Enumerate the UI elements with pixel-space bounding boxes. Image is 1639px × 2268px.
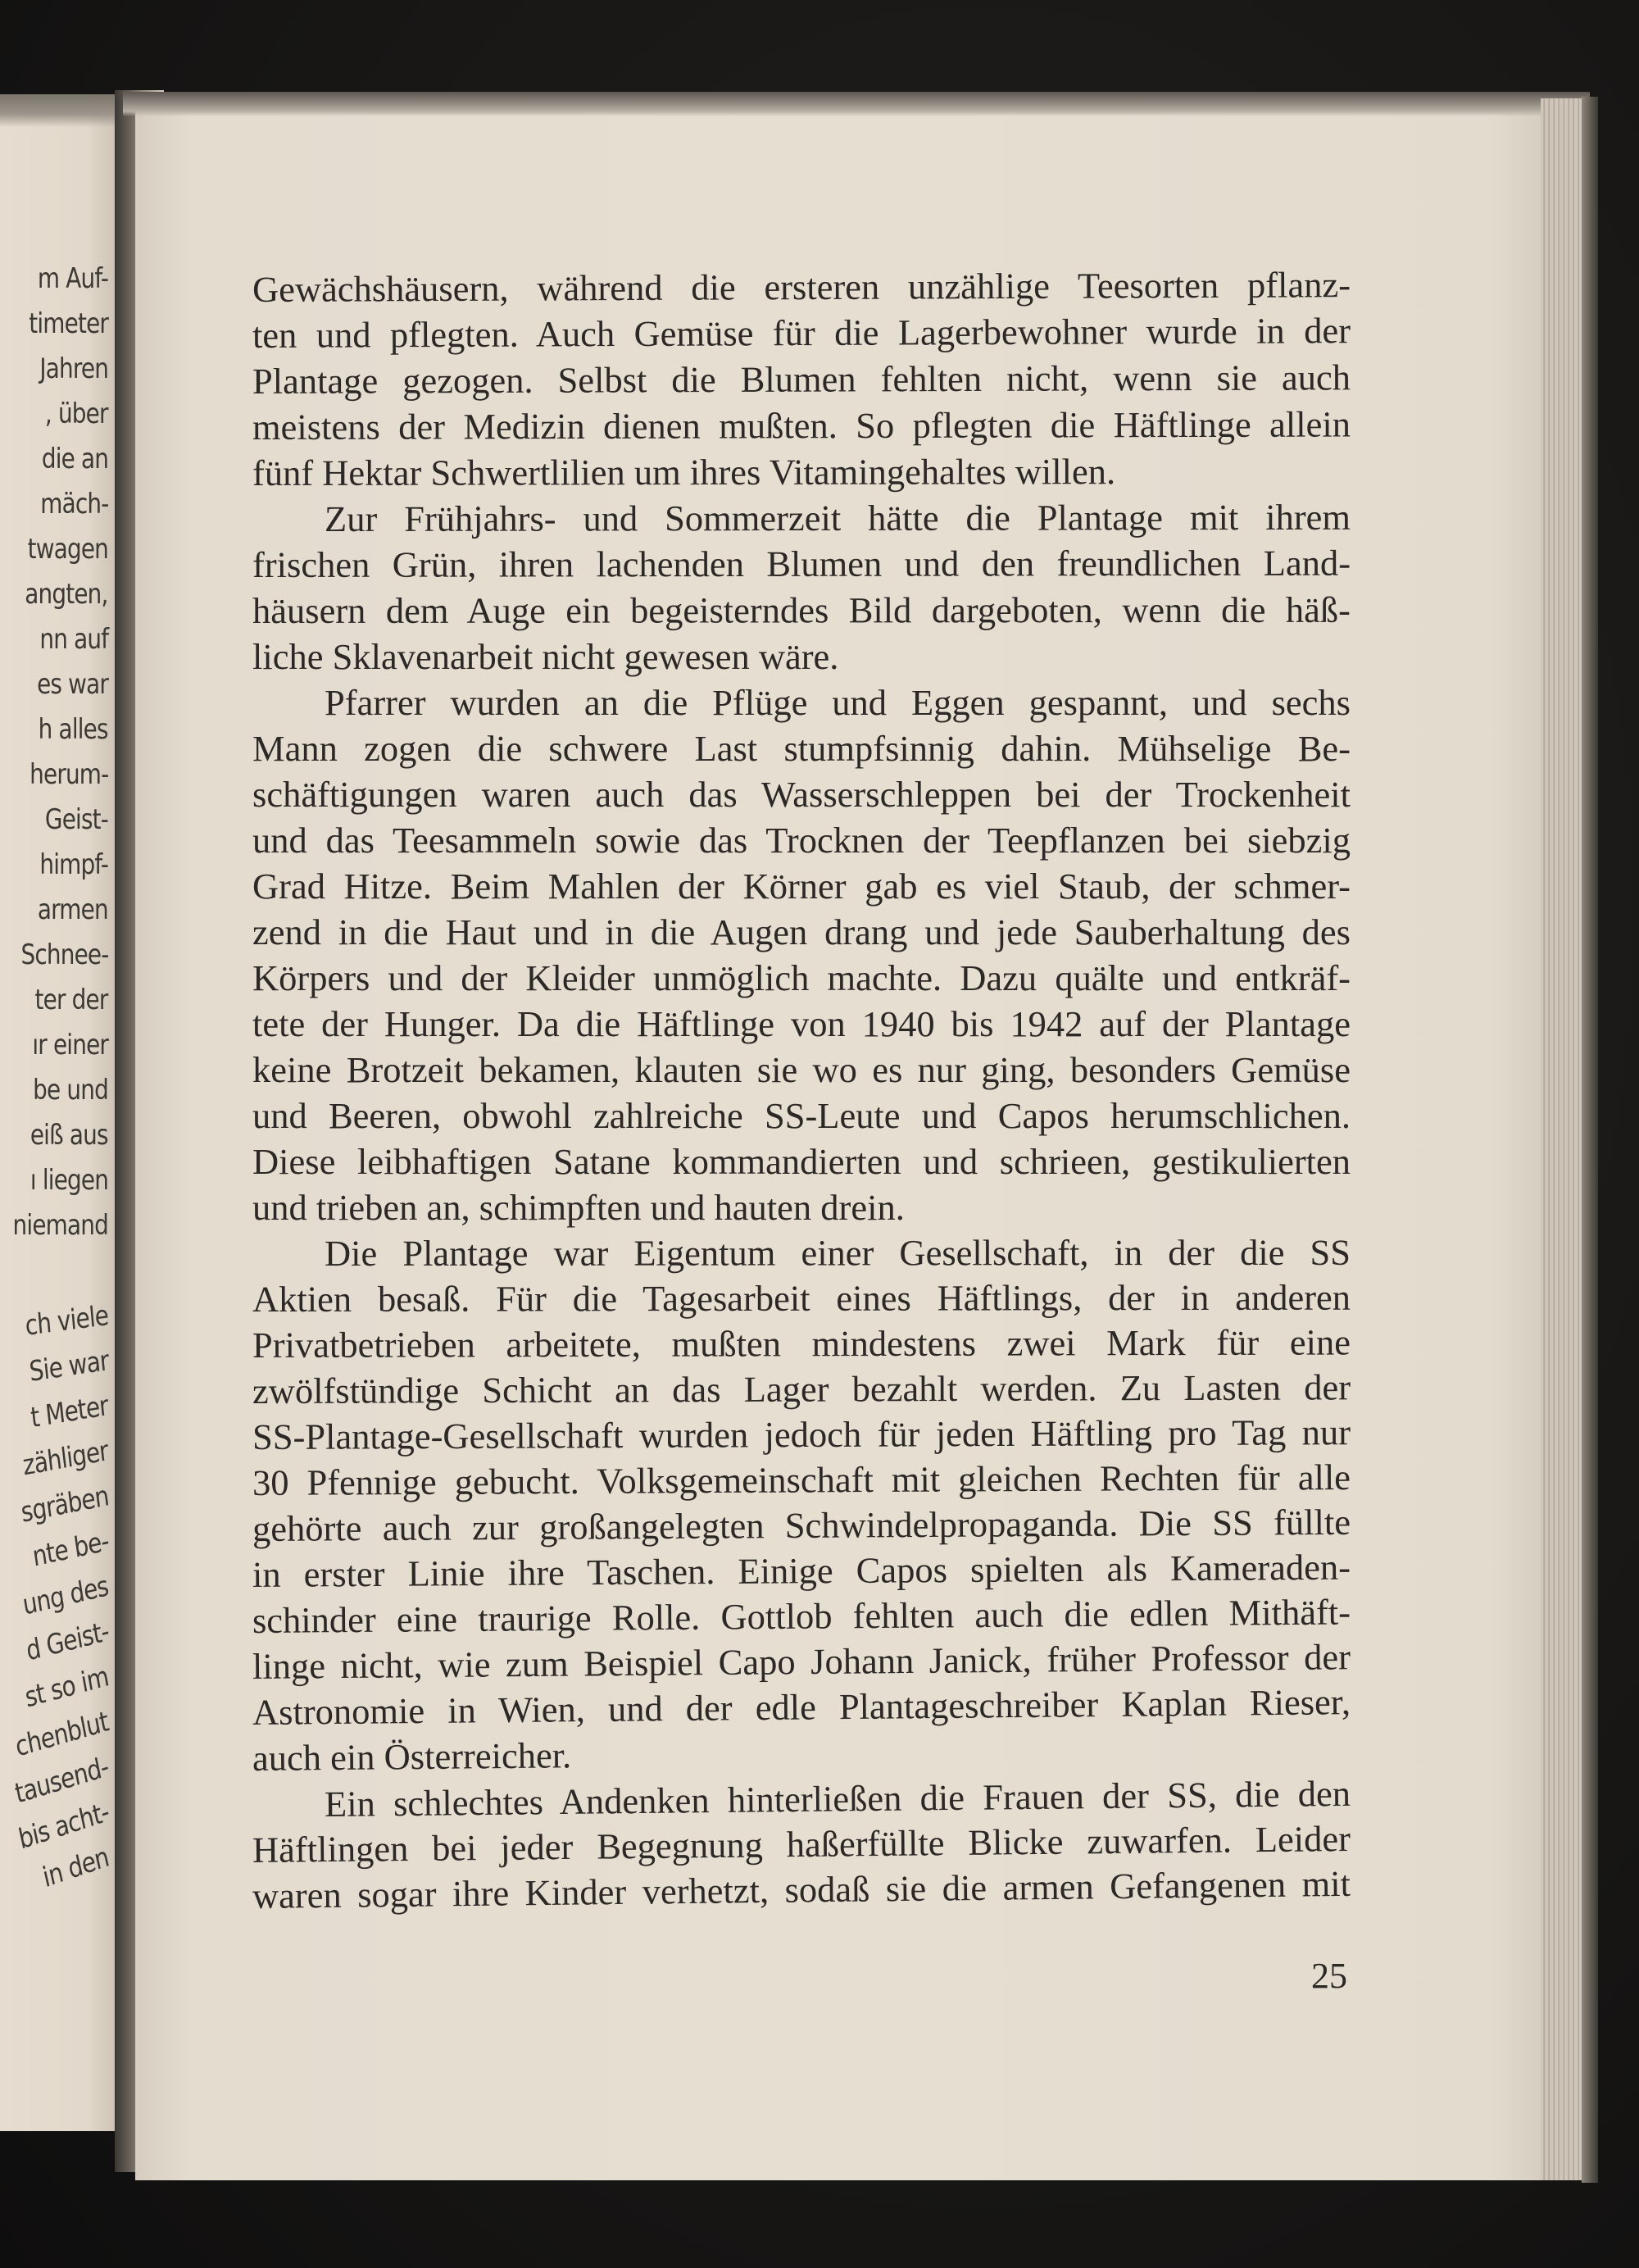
page-top-edge [123, 92, 1590, 116]
left-page-line: t Meter [29, 1389, 111, 1435]
text-line: 30 Pfennige gebucht. Volksgemeinschaft mit gleichen Rechten für alle [252, 1456, 1351, 1503]
left-page-line: ch viele [24, 1299, 110, 1343]
left-page-line: nte be- [30, 1525, 111, 1574]
left-page-line: twagen [27, 533, 108, 566]
left-page-line: Sie war [27, 1344, 110, 1389]
left-page-line: sgräben [19, 1479, 111, 1529]
text-line: Zur Frühjahrs- und Sommerzeit hätte die Plantage mit ihrem [324, 496, 1351, 539]
left-page-line: be und [33, 1074, 108, 1107]
text-line: Diese leibhaftigen Satane kommandierten und schrieen, gestikulierten [252, 1141, 1351, 1182]
text-line: Ein schlechtes Andenken hinterließen die Frauen der SS, die den [324, 1772, 1351, 1825]
left-page-line: Schnee- [20, 939, 108, 971]
left-page-line: eiß aus [30, 1119, 108, 1152]
text-line: meistens der Medizin dienen mußten. So pflegten die Häftlinge allein [252, 403, 1351, 448]
left-page-line: st so im [22, 1660, 111, 1715]
text-line: ten und pflegten. Auch Gemüse für die Lagerbewohner wurde in der [252, 310, 1351, 356]
text-line: Privatbetrieben arbeitete, mußten mindestens zwei Mark für eine [252, 1321, 1351, 1366]
left-page-line: angten, [25, 578, 108, 611]
text-line: Körpers und der Kleider unmöglich machte. Dazu quälte und entkräf- [252, 957, 1351, 998]
left-page-line: , über [45, 398, 108, 430]
left-page-line: h alles [38, 713, 108, 746]
left-page-line: tausend- [12, 1750, 111, 1811]
text-line: SS-Plantage-Gesellschaft wurden jedoch für jeden Häftling pro Tag nur [252, 1411, 1351, 1457]
text-line: linge nicht, wie zum Beispiel Capo Johann Janick, früher Professor der [252, 1636, 1351, 1687]
left-page-line: m Auf- [37, 262, 108, 295]
left-page-line: in den [39, 1840, 112, 1895]
text-line: gehörte auch zur großangelegten Schwindelpropaganda. Die SS füllte [252, 1501, 1351, 1549]
text-line: Gewächshäusern, während die ersteren unzählige Teesorten pflanz- [252, 264, 1351, 310]
left-page-line: Jahren [39, 352, 108, 385]
text-line: Mann zogen die schwere Last stumpfsinnig dahin. Mühselige Be- [252, 728, 1351, 769]
page-number: 25 [1311, 1956, 1347, 1996]
text-line: und trieben an, schimpften und hauten drein. [252, 1187, 905, 1228]
left-page-line: ır einer [32, 1029, 108, 1061]
text-line: zend in die Haut und in die Augen drang und jede Sauberhaltung des [252, 911, 1351, 952]
text-line: liche Sklavenarbeit nicht gewesen wäre. [252, 636, 839, 677]
left-page-line: herum- [29, 758, 108, 791]
text-line: zwölfstündige Schicht an das Lager bezahlt werden. Zu Lasten der [252, 1366, 1351, 1411]
text-line: schinder eine traurige Rolle. Gottlob fehlten auch die edlen Mithäft- [252, 1591, 1351, 1641]
text-line: fünf Hektar Schwertlilien um ihres Vitamingehaltes willen. [252, 451, 1116, 493]
text-line: Aktien besaß. Für die Tagesarbeit eines Häftlings, der in anderen [252, 1276, 1351, 1320]
left-page-line: timeter [29, 307, 108, 340]
left-page [0, 94, 123, 2131]
text-line: waren sogar ihre Kinder verhetzt, sodaß sie die armen Gefangenen mit [252, 1862, 1351, 1916]
text-line: Plantage gezogen. Selbst die Blumen fehlten nicht, wenn sie auch [252, 357, 1351, 402]
left-page-line: mäch- [39, 488, 108, 520]
text-line: und Beeren, obwohl zahlreiche SS-Leute und Capos herumschlichen. [252, 1095, 1351, 1136]
left-page-line: ı liegen [30, 1164, 108, 1197]
text-line: Pfarrer wurden an die Pflüge und Eggen gespannt, und sechs [325, 682, 1351, 723]
left-page-line: chenblut [12, 1705, 111, 1764]
page-stack-shadow [1582, 97, 1598, 2183]
left-page-line: niemand [12, 1209, 108, 1242]
text-line: häusern dem Auge ein begeisterndes Bild dargeboten, wenn die häß- [252, 589, 1351, 631]
text-line: Grad Hitze. Beim Mahlen der Körner gab es viel Staub, der schmer- [252, 866, 1351, 907]
left-page-line: zähliger [21, 1434, 111, 1483]
text-line: keine Brotzeit bekamen, klauten sie wo es nur ging, besonders Gemüse [252, 1049, 1351, 1090]
left-page-line: himpf- [39, 848, 108, 881]
text-line: frischen Grün, ihren lachenden Blumen und den freundlichen Land- [252, 542, 1351, 585]
text-line: und das Teesammeln sowie das Trocknen der Teepflanzen bei siebzig [252, 820, 1351, 861]
left-page-line: Geist- [44, 803, 108, 836]
text-line: tete der Hunger. Da die Häftlinge von 1940 bis 1942 auf der Plantage [252, 1003, 1351, 1044]
text-line: Häftlingen bei jeder Begegnung haßerfüllte Blicke zuwarfen. Leider [252, 1817, 1351, 1870]
left-page-line: nn auf [39, 623, 108, 656]
text-line: Die Plantage war Eigentum einer Gesellschaft, in der die SS [324, 1231, 1351, 1274]
text-line: auch ein Österreicher. [252, 1734, 572, 1779]
text-line: schäftigungen waren auch das Wasserschleppen bei der Trockenheit [252, 774, 1351, 815]
left-page-line: bis acht- [16, 1795, 112, 1857]
left-page-line: ter der [35, 984, 108, 1016]
text-line: Astronomie in Wien, und der edle Plantageschreiber Kaplan Rieser, [252, 1681, 1351, 1733]
left-page-line: die an [41, 443, 108, 475]
left-page-line: ung des [20, 1570, 111, 1622]
left-page-line: armen [38, 893, 108, 926]
text-line: in erster Linie ihre Taschen. Einige Capos spielten als Kameraden- [252, 1546, 1351, 1595]
left-page-line: es war [37, 668, 108, 701]
left-page-line: d Geist- [23, 1615, 111, 1668]
